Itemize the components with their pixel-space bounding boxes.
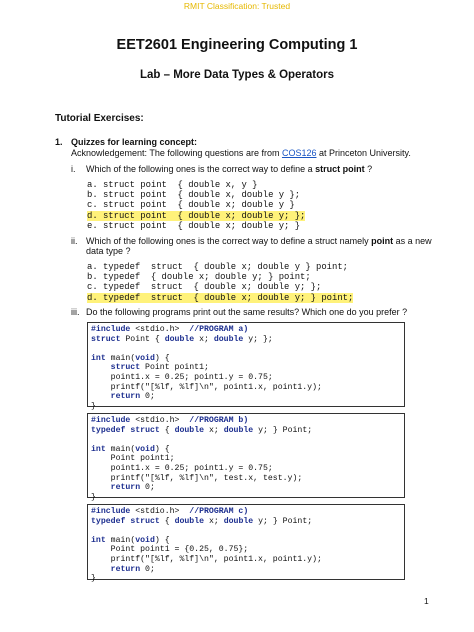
ack-prefix: Acknowledgement: The following questions are from [71, 148, 282, 158]
question-ii-prefix: Which of the following ones is the correct way to define a struct namely [86, 236, 372, 246]
option-ii-c: c. typedef struct { double x; double y; }; [87, 282, 322, 293]
question-1-heading [55, 137, 197, 147]
code-line [91, 435, 401, 445]
page-number: 1 [424, 596, 429, 606]
code-line: #include <stdio.h> //PROGRAM b) [91, 416, 249, 425]
question-i-text [71, 164, 372, 174]
code-line: int main(void) { [91, 353, 170, 363]
option-i-a: a. struct point { double x, y } [87, 180, 258, 190]
question-iii-numeral: iii. [71, 307, 80, 317]
code-line: int main(void) { [91, 444, 170, 454]
question-1-title: Quizzes for learning concept: [71, 137, 198, 147]
document-subtitle: Lab – More Data Types & Operators [139, 69, 335, 81]
code-line: typedef struct { double x; double y; } Point; [91, 516, 313, 526]
code-program-c [87, 504, 405, 584]
question-i-bold: struct point [315, 164, 365, 174]
question-i-prefix: Which of the following ones is the correct way to define a [86, 164, 316, 174]
question-ii-bold: point [371, 236, 394, 246]
code-line: struct Point point1; [110, 363, 209, 373]
option-i-b: b. struct point { double x, double y }; [87, 190, 301, 201]
code-line: #include <stdio.h> //PROGRAM a) [91, 325, 249, 334]
option-ii-d-highlighted: d. typedef struct { double x; double y; } point; [87, 292, 354, 303]
document-title: EET2601 Engineering Computing 1 [116, 37, 358, 53]
code-line [91, 526, 401, 536]
code-line: } [91, 401, 96, 411]
code-line: printf("[%lf, %lf]\n", point1.x, point1.y); [91, 554, 322, 564]
classification-label: RMIT Classification: Trusted [183, 1, 291, 11]
code-line: typedef struct { double x; double y; } Point; [91, 425, 313, 435]
question-ii-numeral: ii. [71, 236, 78, 246]
code-line: } [91, 492, 96, 502]
code-line: } [91, 574, 96, 584]
cos126-link[interactable]: COS126 [281, 148, 317, 158]
code-line: #include <stdio.h> //PROGRAM c) [91, 507, 249, 516]
question-iii-body: Do the following programs print out the same results? Which one do you prefer ? [86, 307, 408, 317]
question-ii-text [71, 236, 432, 256]
question-i-numeral: i. [71, 164, 76, 174]
question-ii-suffix: as a new [393, 236, 432, 246]
question-i-suffix: ? [364, 164, 373, 174]
option-ii-a: a. typedef struct { double x; double y } point; [87, 262, 348, 272]
section-heading: Tutorial Exercises: [55, 113, 144, 124]
question-ii-options [87, 262, 353, 303]
option-i-d-highlighted: d. struct point { double x; double y; }; [87, 210, 306, 221]
code-line: struct Point { double x; double y; }; [91, 334, 273, 344]
code-line: printf("[%lf, %lf]\n", test.x, test.y); [91, 473, 303, 483]
option-i-c: c. struct point { double x; double y } [87, 200, 295, 211]
code-program-b [87, 413, 405, 502]
code-program-a [87, 322, 405, 411]
code-line: return 0; [110, 483, 155, 493]
code-line [91, 344, 401, 354]
code-line: Point point1; [91, 454, 175, 464]
code-line: int main(void) { [91, 535, 170, 545]
question-iii-text [71, 307, 407, 317]
code-line: return 0; [110, 392, 155, 402]
code-line: point1.x = 0.25; point1.y = 0.75; [91, 463, 273, 473]
code-line: return 0; [110, 564, 155, 574]
question-1-number: 1. [55, 137, 63, 147]
option-ii-b: b. typedef { double x; double y; } point; [87, 272, 311, 283]
option-i-e: e. struct point { double x; double y; } [87, 220, 301, 231]
ack-suffix: at Princeton University. [316, 148, 411, 158]
question-i-options [87, 180, 305, 231]
acknowledgement [71, 148, 411, 158]
code-line: printf("[%lf, %lf]\n", point1.x, point1.y); [91, 382, 322, 392]
code-line: Point point1 = {0.25, 0.75}; [91, 545, 249, 555]
code-line: point1.x = 0.25; point1.y = 0.75; [91, 372, 273, 382]
question-ii-line2: data type ? [86, 246, 131, 256]
